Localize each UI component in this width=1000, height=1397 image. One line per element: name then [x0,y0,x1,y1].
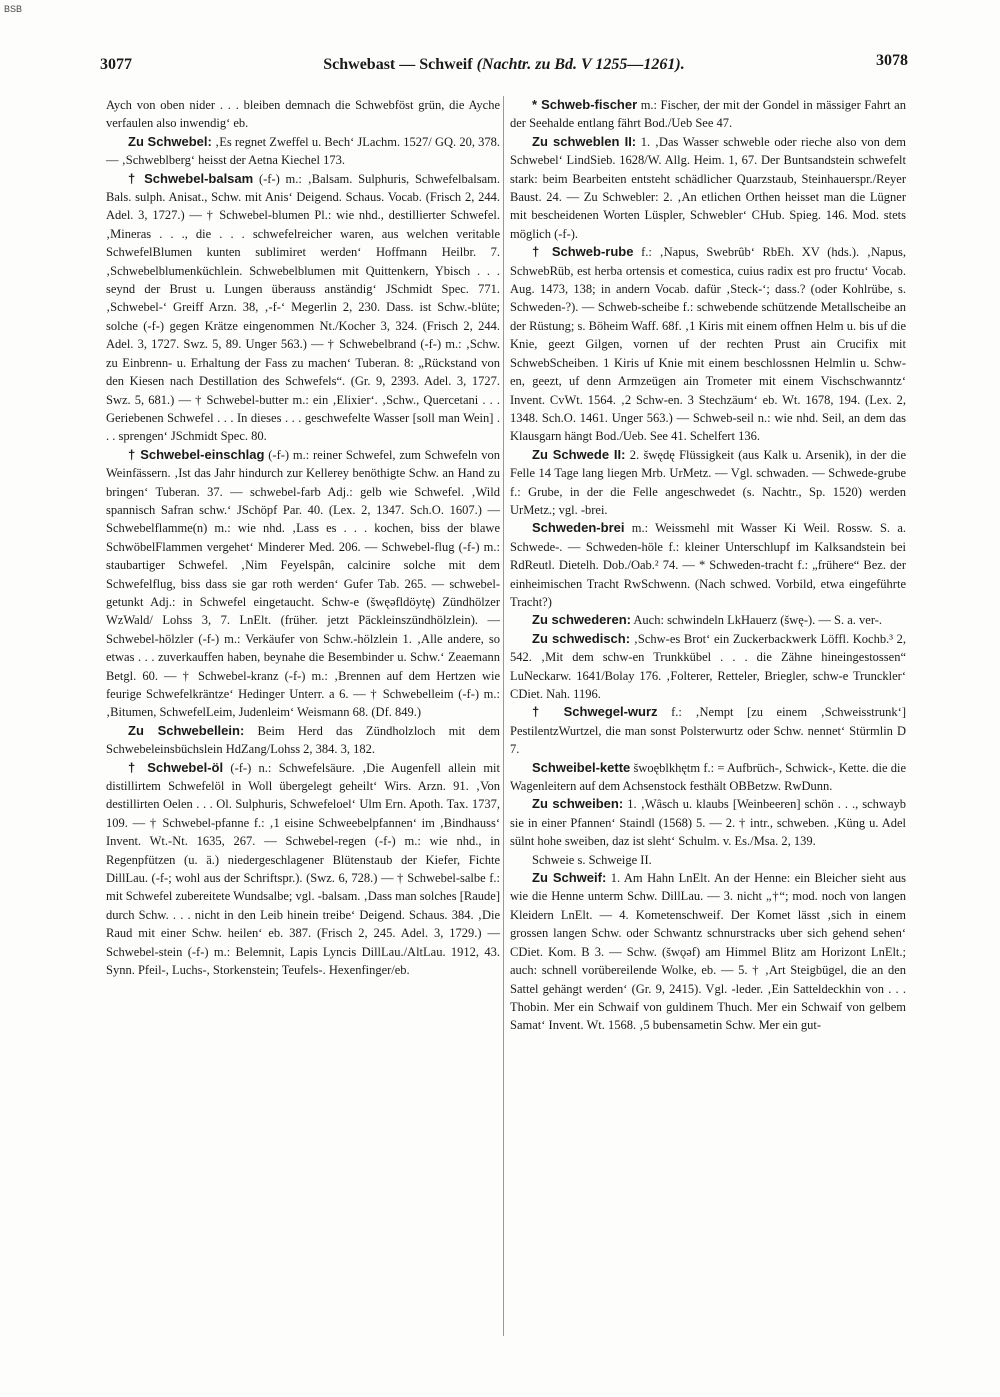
page-number-left: 3077 [100,56,132,73]
entry-headword: Zu schweiben: [532,796,624,812]
entry-text: šwoęblkhętm f.: = Aufbrüch-, Schwick-, Kette. die die Wagenleitern auf dem Achsenstock festhält OBBetzw. RwDunn. [510,760,906,794]
entry-text: (-f-) n.: Schwefelsäure. ‚Die Augenfell allein mit distillirtem Schwefelöl in Woll übergelegt geheilt‘ Wirs. Arzn. 91. ‚Von destillirten Oelen . . . Ol. Sulphuris, Schwefeloel‘ Ulm Ern. Apoth. Tax. 1737, 109. — † Schwebel-pfanne f.: ‚1 eisine Schweebelpfannen‘ im ‚Bindhauss‘ Invent. Wt.-Nt. 1635, 267. — Schwebel-regen (-f-) m.: wie nhd., in Regenpfützen (u. ä.) niedergeschlagener Blütenstaub der Kiefer, Fichte DillLau. (-f-; wohl aus der Schriftspr.). (Swz. 6, 728.) — † Schwebel-salbe f.: mit Schwefel zubereitete Wundsalbe; vgl. -balsam. ‚Dass man solches [Raude] durch Schw. . . . nicht in den Leib hinein treibe‘ Deigend. Schaus. 384. ‚Die Raud mit einer Schw. heilen‘ eb. 387. (Frisch 2, 245. Adel. 3, 1729.) — Schwebel-stein (-f-) m.: Belemnit, Lapis Lyncis DillLau./AltLau. 1912, 43. Synn. Pfeil-, Luchs-, Storkenstein; Teufels-. Hexenfinger/eb. [106,760,500,978]
left-column [106,96,500,980]
dictionary-entry [106,446,500,722]
entry-text: ‚Es regnet Zweffel u. Bech‘ JLachm. 1527/ GQ. 20, 378. — ‚Schweblberg‘ heisst der Aetna Kiechel 173. [106,134,500,168]
dictionary-entry [510,243,906,445]
right-column [510,96,906,1035]
entry-headword: † Schwebel-öl [128,759,224,775]
dictionary-entry [106,96,500,133]
entry-text: Schweie s. Schweige II. [532,852,652,867]
entry-text: m.: Fischer, der mit der Gondel in mässiger Fahrt an der Seehalde entlang fährt Bod./Ueb See 47. [510,98,906,131]
dictionary-entry [510,703,906,758]
entry-text: f.: ‚Napus, Swebrûb‘ RbEh. XV (hds.). ‚Napus, SchwebRüb, est herba ortensis et comestica, cuius radix est pro fructu‘ Vocab. Aug. 1473, 138; in andern Vocab. dafür ‚Steck-‘; dass.? (oder Kohlrübe, s. Schweden-?). — Schweb-scheibe f.: schwebende schützende Metallscheibe an der Rüstung; s. Böheim Waff. 68f. ‚1 Kiris mit einem offnen Helm u. bis uf die Knie, geezt Gilgen, vornen uf der rechten Prust ain Crucifix mit SchwebScheiben. 1 Kiris uf Knie mit einem beschlossnen Helmlin u. Schw-en, geezt, uf denn Armzeügen ain Trometer mit einem Vischschwanntz‘ Invent. CvWt. 1564. ‚2 Schw-en. 3 Stechzäum‘ eb. Wt. 1678, 194. (Lex. 2, 1348. Sch.O. 1461. Unger 563.) — Schweb-seil n.: wie nhd. Seil, an dem das Klausgarn hängt Bod./Ueb. See 41. Schelfert 136. [510,245,907,444]
entry-text: f.: ‚Nempt [zu einem ‚Schweisstrunk‘] PestilentzWurtzel, die man sonst Polsterwurtz oder Schw. nennet‘ Stürmlin D 7. [510,705,906,757]
entry-headword: Zu schwedisch: [532,630,631,646]
entry-headword: Zu schwederen: [532,612,631,628]
dictionary-entry [106,170,500,446]
entry-headword: Zu Schweif: [532,870,607,886]
entry-headword: Schweibel-kette [532,759,631,775]
entry-headword: † Schweb-rube [532,244,634,260]
dictionary-entry [510,446,906,520]
dictionary-entry [106,759,500,980]
dictionary-entry [510,759,906,796]
running-title-bold: Schwebast — Schweif [323,56,473,73]
entry-text: Auch: schwindeln LkHauerz (šwę-). — S. a. ver-. [630,613,883,628]
dictionary-entry [510,133,906,243]
entry-text: Aych von oben nider . . . bleiben demnach die Schwebföst grün, die Ayche verfaulen also inwendig‘ eb. [106,98,500,131]
entry-headword: † Schwebel-einschlag [128,446,265,462]
dictionary-entry [510,611,906,629]
entry-text: 2. šwędę Flüssigkeit (aus Kalk u. Arsenik), in der die Felle 14 Tage lang liegen Mrb. UrMetz. — Vgl. schwaden. — Schwede-grube f.: Grube, in der die Felle angeschwedet (s. Nachtr., Sp. 1520) werden UrMetz.; vgl. -brei. [510,447,906,517]
column-divider [503,96,504,1336]
entry-headword: Zu Schwede II: [532,446,626,462]
page-header [100,52,908,76]
running-title [280,56,728,74]
entry-text: 1. Am Hahn LnElt. An der Henne: ein Bleicher sieht aus wie die Henne unterm Schw. DillLau. — 3. nicht „†“; mod. noch von langen Kleidern LnElt. — 4. Kometenschweif. Der Komet lässt ‚sich in einem grossen langen Schw. oder Schwantz schnurstracks uber sich gehend sehen‘ CDiet. Kom. B 3. — Schw. (šwǫəf) am Himmel Blitz am Horizont LnElt.; auch: schnell vorübereilende Wolke, eb. — 5. † ‚Art Steigbügel, die an den Sattel gehängt werden‘ (Gr. 9, 2415). Vgl. -leder. ‚Ein Satteldeckhin von . . . Thobin. Mer ein Schwaif von guldinem Thuch. Mer ein Schwaif von gelbem Samat‘ Invent. Wt. 1568. ‚5 bubensametin Schw. Mer ein gut- [510,871,906,1033]
dictionary-entry [510,96,906,133]
entry-text: ‚Schw-es Brot‘ ein Zuckerbackwerk Löffl. Kochb.³ 2, 542. ‚Mit dem schw-en Trunkkübel . . . die Zähne hineingestossen“ LuNeckarw. 1641/Bolay 176. ‚Folterer, Retteler, Briegler, schw-e Trunckler‘ CDiet. Nah. 1196. [510,631,906,701]
entry-headword: * Schweb-fischer [532,97,638,112]
entry-headword: † Schwebel-balsam [128,170,254,186]
entry-headword: Zu Schwebel: [128,133,212,149]
entry-headword: Zu Schwebellein: [128,722,245,738]
running-title-italic: (Nachtr. zu Bd. V 1255—1261). [476,56,685,73]
entry-headword: † Schwegel-wurz [532,704,658,720]
page-number-right: 3078 [876,52,908,69]
entry-text: (-f-) m.: ‚Balsam. Sulphuris, Schwefelbalsam. Bals. sulph. Anisat., Schw. mit Anis‘ Deigend. Schaus. Vocab. (Frisch 2, 244. Adel. 3, 1727.) — † Schwebel-blumen Pl.: wie nhd., destillierter Schwefel. ‚Mineras . . ., die . . . schwefelreicher waren, aus welchen veritable SchwefelBlumen kunten sublimiret werden‘ Hoffmann Heilbr. 7. ‚Schwebelblumenküchlein. Schwebelblumen mit Quittenkern, Ybisch . . . seynd der Brust u. Lungen überauss anständig‘ JSchmidt Spec. 771. ‚Schwebel-‘ Greiff Arzn. 38, ‚-f-‘ Megerlin 2, 230. Dass. ist Schw.-blüte; solche (-f-) gegen Krätze eingenommen Nt./Kocher 3, 324. (Frisch 2, 244. Adel. 3, 1727. Swz. 5, 89. Unger 563.) — † Schwebelbrand (-f-) m.: ‚Schw. zu Einbrenn- u. Erhaltung der Fass zu machen‘ Tuberan. 8: „Rückstand von den Kiesen nach Destillation des Schwefels“. (Gr. 9, 2393. Adel. 3, 1727. Swz. 5, 681.) — † Schwebel-butter m.: ein ‚Elixier‘. ‚Schw., Quercetani . . . Geriebenen Schwefel . . . In dieses . . . geschwefelte Wasser [soll man Wein] . . . sprengen‘ JSchmidt Spec. 80. [106,171,500,444]
entry-text: (-f-) m.: reiner Schwefel, zum Schwefeln von Weinfässern. ‚Ist das Jahr hindurch zur Kellerey benöthigte Schw. an Hand zu bringen‘ Tuberan. 37. — schwebel-farb Adj.: gelb wie Schwefel. ‚Wild spannisch Safran schw.‘ JSchöpf Par. 40. (Lex. 2, 1347. Sch.O. 1607.) — Schwebelflamme(n) m.: wie nhd. ‚Lass es . . . kochen, biss der blawe SchwöbelFlammen vergehet‘ Minderer Med. 206. — Schwebel-flug (-f-) m.: staubartiger Schwefel. ‚Nim Feyelspân, calcinire solche mit dem Schwefelflug, biss dass sie gar roth werden‘ Gufer Tab. 265. — schwebel-getunkt Adj.: in Schwefel eingetaucht. Schw-e (šwęəfldöytę) Zündhölzer WzWald/ Lohss 3, 7. LnElt. (früher. jetzt Päckleinszündhölzlein). — Schwebel-hölzler (-f-) m.: Verkäufer von Schw.-hölzlein 1. ‚Alle andere, so etwas . . . zuverkauffen haben, beynahe die Besembinder u. Schw.‘ Zeaemann Betgl. 60. — † Schwebel-kranz (-f-) m.: ‚Brennen auf dem Hertzen wie feurige Schwefelkräntze‘ Hedinger Unterr. a 6. — † Schwebelleim (-f-) m.: ‚Bitumen, SchwefelLeim, Judenleim‘ Weismann 68. (Df. 849.) [106,447,500,720]
dictionary-entry [106,133,500,170]
dictionary-entry [510,519,906,611]
entry-text: 1. ‚Wâsch u. klaubs [Weinbeeren] schön . . ., schwayb sie in einer Pfannen‘ Staindl (1568) 5. — 2. † intr., schweben. ‚Küng u. Adel sülnt hohe sweiben, daz ist sleht‘ Schulm. v. Es./Msa. 2, 139. [510,797,906,849]
entry-text: 1. ‚Das Wasser schweble oder rieche also von dem Schwebel‘ LindSieb. 1628/W. Allg. Heim. 1, 67. Der Buntsandstein schwefelt stark: beim Bearbeiten entsteht schädlicher Quarzstaub, Steinhauerspr./Reyer Baust. 24. — Zu Schwebler: 2. ‚An etlichen Orthen heisset man die Lügner mit bescheidenen Worten Lüspler, Schwebler‘ CHub. Spieg. 146. Mod. stets möglich (-f-). [510,134,906,241]
dictionary-entry [510,630,906,704]
entry-headword: Zu schweblen II: [532,133,637,149]
entry-text: m.: Weissmehl mit Wasser Ki Weil. Rossw. S. a. Schwede-. — Schweden-höle f.: kleiner Unterschlupf im Kalksandstein bei RdReutl. Dietelh. Dob./Oab.² 74. — * Schweden-tracht f.: „frühere“ Bez. der einheimischen Tracht RwSchwenn. (Nach schwed. Vorbild, etwa eingeführte Tracht?) [510,521,906,609]
dictionary-entry [510,851,906,869]
dictionary-entry [510,795,906,850]
entry-text: Beim Herd das Zündholzloch mit dem Schwebeleinsbüchslein HdZang/Lohss 2, 384. 3, 182. [106,723,500,757]
entry-headword: Schweden-brei [532,520,625,536]
dictionary-entry [510,869,906,1035]
library-mark: BSB [4,4,23,14]
dictionary-entry [106,722,500,759]
